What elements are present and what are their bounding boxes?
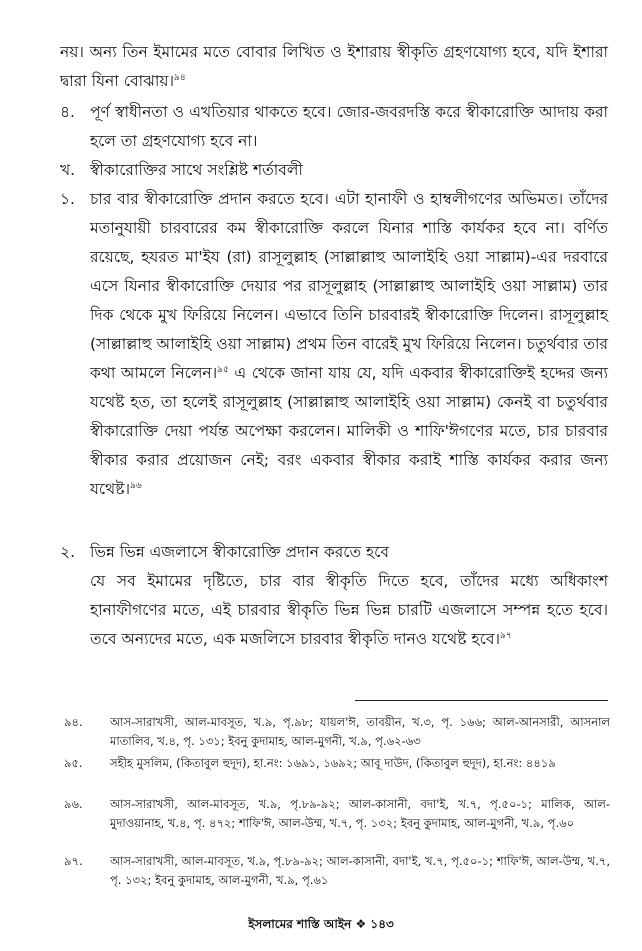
item-text-part-b: এ থেকে জানা যায় যে, যদি একবার স্বীকারোক্তিই হদ্দের জন্য যথেষ্ট হত, তা হলেই রাসূলুল্লাহ (সাল্লাল্লাহু আলাইহি ওয়া সাল্লাম) কেনই বা চতুর্থবার স্বীকারোক্তি দেয়া পর্যন্ত অপেক্ষা করলেন। মালিকী ও শাফি'ঈগণের মতে, চার চারবার স্বীকার করার প্রয়োজন নেই; বরং একবার স্বীকার করাই শাস্তি কার্যকর করার জন্য যথেষ্ট। bbox=[90, 364, 608, 498]
book-title: ইসলামের শাস্তি আইন bbox=[248, 917, 352, 931]
footnote-ref-95: ৯৫ bbox=[217, 364, 229, 375]
item-number: ৪. bbox=[60, 103, 75, 121]
footnote-ref-96: ৯৬ bbox=[130, 480, 142, 491]
page-number: ১৪৩ bbox=[370, 917, 394, 931]
condition-item-2-body bbox=[60, 567, 608, 654]
item-text-part-a: চার বার স্বীকারোক্তি প্রদান করতে হবে। এটা হানাফী ও হাম্বলীগণের অভিমত। তাঁদের মতানুযায়ী চারবারের কম স্বীকারোক্তি করলে যিনার শাস্তি কার্যকর হবে না। বর্ণিত রয়েছে, হযরত মা'ইয (রা) রাসূলুল্লাহ (সাল্লাল্লাহু আলাইহি ওয়া সাল্লাম)-এর দরবারে এসে যিনার স্বীকারোক্তি দেয়ার পর রাসূলুল্লাহ (সাল্লাল্লাহু আলাইহি ওয়া সাল্লাম) তার দিক থেকে মুখ ফিরিয়ে নিলেন। এভাবে তিনি চারবারই স্বীকারোক্তি দিলেন। রাসূলুল্লাহ (সাল্লাল্লাহু আলাইহি ওয়া সাল্লাম) প্রথম তিন বারেই মুখ ফিরিয়ে নিলেন। চতুর্থবার তার কথা আমলে নিলেন। bbox=[90, 190, 608, 382]
item-text: পূর্ণ স্বাধীনতা ও এখতিয়ার থাকতে হবে। জোর-জবরদস্তি করে স্বীকারোক্তি আদায় করা হলে তা গ্রহণযোগ্য হবে না। bbox=[90, 103, 608, 150]
footnote-number: ৯৬. bbox=[64, 797, 83, 811]
condition-item-1 bbox=[60, 185, 608, 504]
intro-paragraph bbox=[60, 38, 608, 96]
intro-text: নয়। অন্য তিন ইমামের মতে বোবার লিখিত ও ইশারায় স্বীকৃতি গ্রহণযোগ্য হবে, যদি ইশারা দ্বারা যিনা বোঝায়। bbox=[60, 43, 608, 90]
item-text bbox=[90, 185, 608, 504]
condition-item-4 bbox=[60, 98, 608, 156]
footnote-94 bbox=[64, 713, 610, 751]
footnote-text: আস-সারাখসী, আল-মাবসূত, খ.৯, পৃ.৮৯-৯২; আল-কাসানী, বদা'ই, খ.৭, পৃ.৫০-১; শাফি'ঈ, আল-উম্ম, খ.৭, পৃ. ১৩২; ইবনু কুদামাহ, আল-মুগনী, খ.৯, পৃ.৬১ bbox=[110, 854, 610, 887]
footnote-95 bbox=[64, 754, 610, 773]
footnote-number: ৯৫. bbox=[64, 756, 83, 770]
footnote-96 bbox=[64, 795, 610, 833]
footnote-text: আস-সারাখসী, আল-মাবসূত, খ.৯, পৃ.৮৯-৯২; আল-কাসানী, বদা'ই, খ.৭, পৃ.৫০-১; মালিক, আল-মুদাওয়ানাহ, খ.৪, পৃ. ৪৭২; শাফি'ঈ, আল-উম্ম, খ.৭, পৃ. ১৩২; ইবনু কুদামাহ, আল-মুগনী, খ.৯, পৃ.৬০ bbox=[110, 797, 610, 830]
ornament-separator: ❖ bbox=[355, 917, 367, 931]
section-number: খ. bbox=[60, 161, 76, 179]
footnote-text: আস-সারাখসী, আল-মাবসূত, খ.৯, পৃ.৯৮; যায়ল'ঈ, তাবয়ীন, খ.৩, পৃ. ১৬৬; আল-আনসারী, আসনাল মাতালিব, খ.৪, পৃ. ১৩১; ইবনু কুদামাহ, আল-মুগনী, খ.৯, পৃ.৬২-৬৩ bbox=[110, 715, 610, 748]
page-footer bbox=[0, 916, 642, 936]
item-heading: ভিন্ন ভিন্ন এজলাসে স্বীকারোক্তি প্রদান করতে হবে bbox=[90, 543, 390, 561]
footnote-number: ৯৪. bbox=[64, 715, 83, 729]
footnote-ref-94: ৯৪ bbox=[174, 72, 186, 83]
footnote-97 bbox=[64, 852, 610, 890]
condition-item-2 bbox=[60, 538, 608, 567]
section-heading-kha bbox=[60, 156, 608, 185]
item-number: ১. bbox=[60, 190, 75, 208]
item-number: ২. bbox=[60, 543, 76, 561]
footnote-number: ৯৭. bbox=[64, 854, 83, 868]
footnote-text: সহীহ মুসলিম, (কিতাবুল হুদূদ), হা.নং: ১৬৯১, ১৬৯২; আবূ দাউদ, (কিতাবুল হুদূদ), হা.নং: ৪৪১৯ bbox=[110, 756, 556, 770]
footnote-separator bbox=[355, 700, 608, 701]
section-title: স্বীকারোক্তির সাথে সংশ্লিষ্ট শর্তাবলী bbox=[90, 161, 303, 179]
item-body-text: যে সব ইমামের দৃষ্টিতে, চার বার স্বীকৃতি দিতে হবে, তাঁদের মধ্যে অধিকাংশ হানাফীগণের মতে, এই চারবার স্বীকৃতি ভিন্ন ভিন্ন চারটি এজলাসে সম্পন্ন হতে হবে। তবে অন্যদের মতে, এক মজলিসে চারবার স্বীকৃতি দানও যথেষ্ট হবে। bbox=[90, 572, 608, 648]
item-text bbox=[90, 567, 608, 654]
footnote-ref-97: ৯৭ bbox=[500, 630, 512, 641]
